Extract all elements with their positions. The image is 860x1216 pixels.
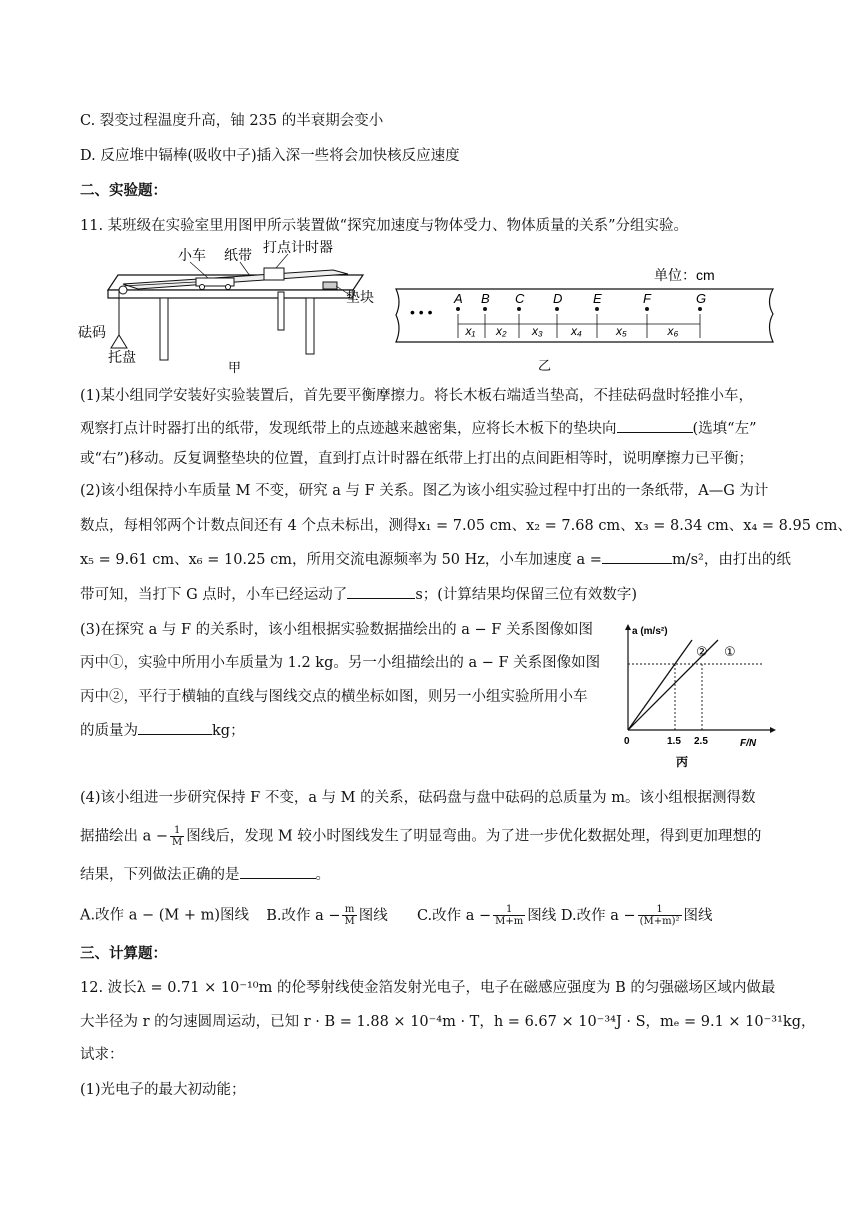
tape-point-A [456,307,460,311]
part-1-line-c: 或“右”)移动。反复调整垫块的位置，直到打点计时器在纸带上打出的点间距相等时，说明摩擦力已平衡； [80,451,753,467]
label-timer: 打点计时器 [263,240,333,255]
part-4-line-b [80,825,761,848]
label-weight: 砝码 [78,324,106,340]
tape-point-G [698,307,702,311]
option-c4[interactable]: C.改作 a − $\frac{1}{M+m}$ 图线 [416,904,557,927]
part-4-period: 。 [315,867,330,883]
part-2-text-d-post: s；(计算结果均保留三位有效数字) [415,587,638,603]
part-1-text-pre: 观察打点计时器打出的纸带，发现纸带上的点迹越来越密集，应将长木板下的垫块向 [80,421,617,437]
part-4-text-c: 结果，下列做法正确的是 [80,867,240,883]
part-4-line-c [80,864,330,885]
tape-segment-1: x₁ [465,324,476,338]
section-heading-experiment: 二、实验题： [80,182,167,199]
graph-ylabel: a (m/s²) [632,626,668,637]
part-3-text-post: kg； [212,723,245,739]
tape-dots: • • • [410,304,433,320]
option-b4[interactable]: B.改作 a − $\frac{m}{M}$ 图线 [266,904,388,927]
caption-yi: 乙 [538,358,552,373]
graph-line-2-label: ② [696,644,708,659]
label-pad: 垫块 [346,289,374,305]
part-1-line-b [80,418,756,439]
tape-segment-5: x₅ [616,324,627,338]
option-d4[interactable]: D.改作 a − $\frac{1}{\text{(M+m)²}}$ 图线 [560,904,713,927]
part-2-line-b: 数点，每相邻两个计数点间还有 4 个点未标出，测得x₁ = 7.05 cm、x₂ = 7.68 cm、x₃ = 8.34 cm、x₄ = 8.95 cm、 [80,518,852,534]
graph-origin: 0 [624,736,630,747]
part-3-line-c: 丙中②，平行于横轴的直线与图线交点的横坐标如图，则另一小组实验所用小车 [80,689,588,705]
option-c: C. 裂变过程温度升高，铀 235 的半衰期会变小 [80,113,384,129]
label-tape: 纸带 [224,247,252,263]
tape-segment-4: x₄ [571,324,582,338]
part-2-line-c [80,549,791,570]
part-2-line-a: (2)该小组保持小车质量 M 不变，研究 a 与 F 关系。图乙为该小组实验过程中打出的一条纸带，A—G 为计 [80,483,769,499]
tape-label-E: E [593,291,602,306]
part-2-text-d-pre: 带可知，当打下 G 点时，小车已经运动了 [80,587,348,603]
part-1-text-post: (选填“左” [692,421,757,437]
question-12-line-b: 大半径为 r 的匀速圆周运动，已知 r · B = 1.88 × 10⁻⁴m · T，h = 6.67 × 10⁻³⁴J · S，mₑ = 9.1 × 10⁻³¹kg， [80,1014,816,1030]
answer-blank-choice[interactable] [240,864,316,879]
tape-point-C [517,307,521,311]
part-3-line-b: 丙中①，实验中所用小车质量为 1.2 kg。另一小组描绘出的 a − F 关系图像如图 [80,655,601,671]
label-unit: 单位：cm [654,267,715,283]
question-12-line-a: 12. 波长λ = 0.71 × 10⁻¹⁰m 的伦琴射线使金箔发射光电子，电子在磁感应强度为 B 的匀强磁场区域内做最 [80,980,776,996]
caption-jia: 甲 [228,360,242,375]
part-4-text-post: 图线后，发现 M 较小时图线发生了明显弯曲。为了进一步优化数据处理，得到更加理想的 [186,828,762,845]
option-d: D. 反应堆中镉棒(吸收中子)插入深一些将会加快核反应速度 [80,148,460,164]
tape-point-E [595,307,599,311]
tape-label-B: B [481,291,490,306]
part-1-line-a: (1)某小组同学安装好实验装置后，首先要平衡摩擦力。将长木板右端适当垫高，不挂砝码盘时轻推小车， [80,388,754,404]
graph-line-1-label: ① [724,644,736,659]
question-12-part-1: (1)光电子的最大初动能； [80,1082,246,1098]
tape-point-F [645,307,649,311]
fraction-one-over-m: $\frac{1}{M}$ [172,825,183,848]
tape-point-B [483,307,487,311]
option-a4[interactable]: A.改作 a − (M + m)图线 [80,907,249,924]
label-tray: 托盘 [108,349,136,365]
part-4-options [80,904,713,927]
tape-label-F: F [643,291,651,306]
tape-label-A: A [454,291,463,306]
label-car: 小车 [178,247,206,263]
graph-xlabel: F/N [740,738,757,749]
figure-jia-apparatus [78,240,388,375]
answer-blank-acceleration[interactable] [602,549,672,564]
tape-segment-2: x₂ [496,324,507,338]
question-12-line-c: 试求： [80,1047,124,1063]
section-heading-calculation: 三、计算题： [80,945,167,962]
part-3-text-pre: 的质量为 [80,723,138,739]
caption-bing: 丙 [676,755,689,769]
answer-blank-time[interactable] [347,584,415,599]
tape-point-D [555,307,559,311]
answer-blank-mass[interactable] [138,720,212,735]
answer-blank-direction[interactable] [617,418,693,433]
tape-label-C: C [515,291,525,306]
figure-bing-graph [612,618,792,770]
figure-yi-tape [388,262,783,377]
graph-tick-2: 2.5 [694,736,708,747]
part-3-line-d [80,720,245,741]
part-2-text-pre: x₅ = 9.61 cm、x₆ = 10.25 cm，所用交流电源频率为 50 Hz，小车加速度 a = [80,552,602,568]
part-2-line-d [80,584,637,605]
tape-label-G: G [696,291,707,306]
part-4-text-pre: 据描绘出 a − [80,828,169,845]
question-11-stem: 11. 某班级在实验室里用图甲所示装置做“探究加速度与物体受力、物体质量的关系”分组实验。 [80,218,688,234]
tape-segment-3: x₃ [532,324,543,338]
part-2-text-post: m/s²，由打出的纸 [671,552,791,568]
tape-segment-6: x₆ [667,324,679,338]
tape-label-D: D [553,291,563,306]
part-4-line-a: (4)该小组进一步研究保持 F 不变，a 与 M 的关系，砝码盘与盘中砝码的总质量为 m。该小组根据测得数 [80,790,756,806]
part-3-line-a: (3)在探究 a 与 F 的关系时，该小组根据实验数据描绘出的 a − F 关系图像如图 [80,622,593,638]
graph-tick-1: 1.5 [667,736,681,747]
